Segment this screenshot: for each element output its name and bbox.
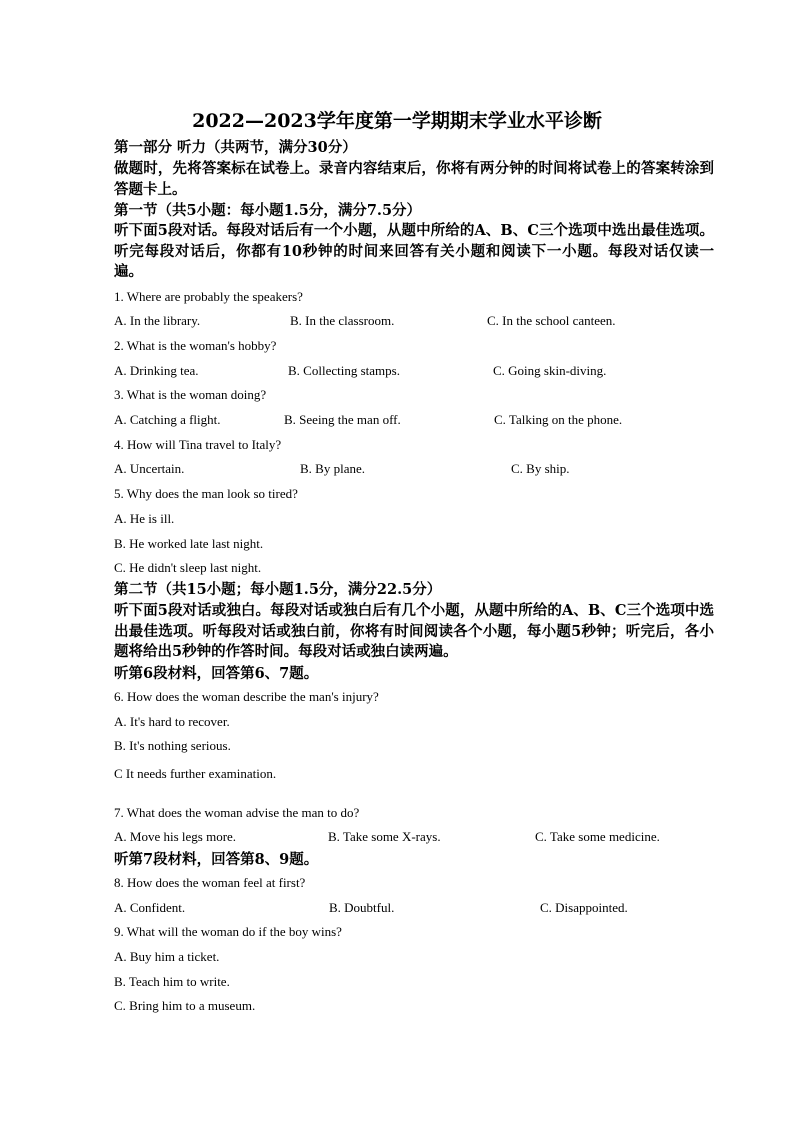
q5-option-a: A. He is ill. [114,511,175,526]
q6-option-c: C It needs further examination. [114,766,277,781]
q7-option-a: A. Move his legs more. [114,829,237,844]
question-9: 9. What will the woman do if the boy wins? [114,924,342,939]
q3-option-b: B. Seeing the man off. [284,412,401,427]
q2-option-a: A. Drinking tea. [114,363,199,378]
material-6-heading: 听第6段材料，回答第6、7题。 [114,665,319,682]
q6-option-a: A. It's hard to recover. [114,714,230,729]
q4-option-b: B. By plane. [300,461,365,476]
q9-option-c: C. Bring him to a museum. [114,998,256,1013]
q7-option-b: B. Take some X-rays. [328,829,441,844]
q5-option-b: B. He worked late last night. [114,536,264,551]
question-6: 6. How does the woman describe the man's injury? [114,689,379,704]
q1-option-c: C. In the school canteen. [487,313,616,328]
section2-instruction: 听下面5段对话或独白。每段对话或独白后有几个小题，从题中所给的A、B、C三个选项中选出最佳选项。听每段对话或独白前，你将有时间阅读各个小题，每小题5秒钟；听完后，各小题将给出5秒钟的作答时间。每段对话或独白读两遍。 [114,602,714,660]
q8-option-a: A. Confident. [114,900,186,915]
q3-option-a: A. Catching a flight. [114,412,221,427]
q1-option-a: A. In the library. [114,313,201,328]
section2-heading: 第二节（共15小题；每小题1.5分，满分22.5分） [114,581,442,598]
section1-heading: 第一节（共5小题：每小题1.5分，满分7.5分） [114,202,422,219]
q6-option-b: B. It's nothing serious. [114,738,231,753]
question-8: 8. How does the woman feel at first? [114,875,306,890]
q5-option-c: C. He didn't sleep last night. [114,560,262,575]
part1-instruction: 做题时，先将答案标在试卷上。录音内容结束后，你将有两分钟的时间将试卷上的答案转涂到答题卡上。 [114,160,714,198]
part1-heading: 第一部分 听力（共两节，满分30分） [114,139,357,156]
question-4: 4. How will Tina travel to Italy? [114,437,282,452]
question-1: 1. Where are probably the speakers? [114,289,303,304]
q9-option-b: B. Teach him to write. [114,974,230,989]
section1-instruction: 听下面5段对话。每段对话后有一个小题，从题中所给的A、B、C三个选项中选出最佳选项。听完每段对话后，你都有10秒钟的时间来回答有关小题和阅读下一小题。每段对话仅读一遍。 [114,222,714,280]
question-7: 7. What does the woman advise the man to do? [114,805,360,820]
q1-option-b: B. In the classroom. [290,313,395,328]
q4-option-c: C. By ship. [511,461,570,476]
q8-option-b: B. Doubtful. [329,900,395,915]
exam-title: 2022—2023学年度第一学期期末学业水平诊断 [192,110,602,132]
question-3: 3. What is the woman doing? [114,387,267,402]
question-2: 2. What is the woman's hobby? [114,338,277,353]
q7-option-c: C. Take some medicine. [535,829,660,844]
q4-option-a: A. Uncertain. [114,461,185,476]
question-5: 5. Why does the man look so tired? [114,486,298,501]
material-7-heading: 听第7段材料，回答第8、9题。 [114,851,319,868]
q2-option-c: C. Going skin-diving. [493,363,607,378]
q8-option-c: C. Disappointed. [540,900,628,915]
q9-option-a: A. Buy him a ticket. [114,949,220,964]
q2-option-b: B. Collecting stamps. [288,363,400,378]
q3-option-c: C. Talking on the phone. [494,412,623,427]
